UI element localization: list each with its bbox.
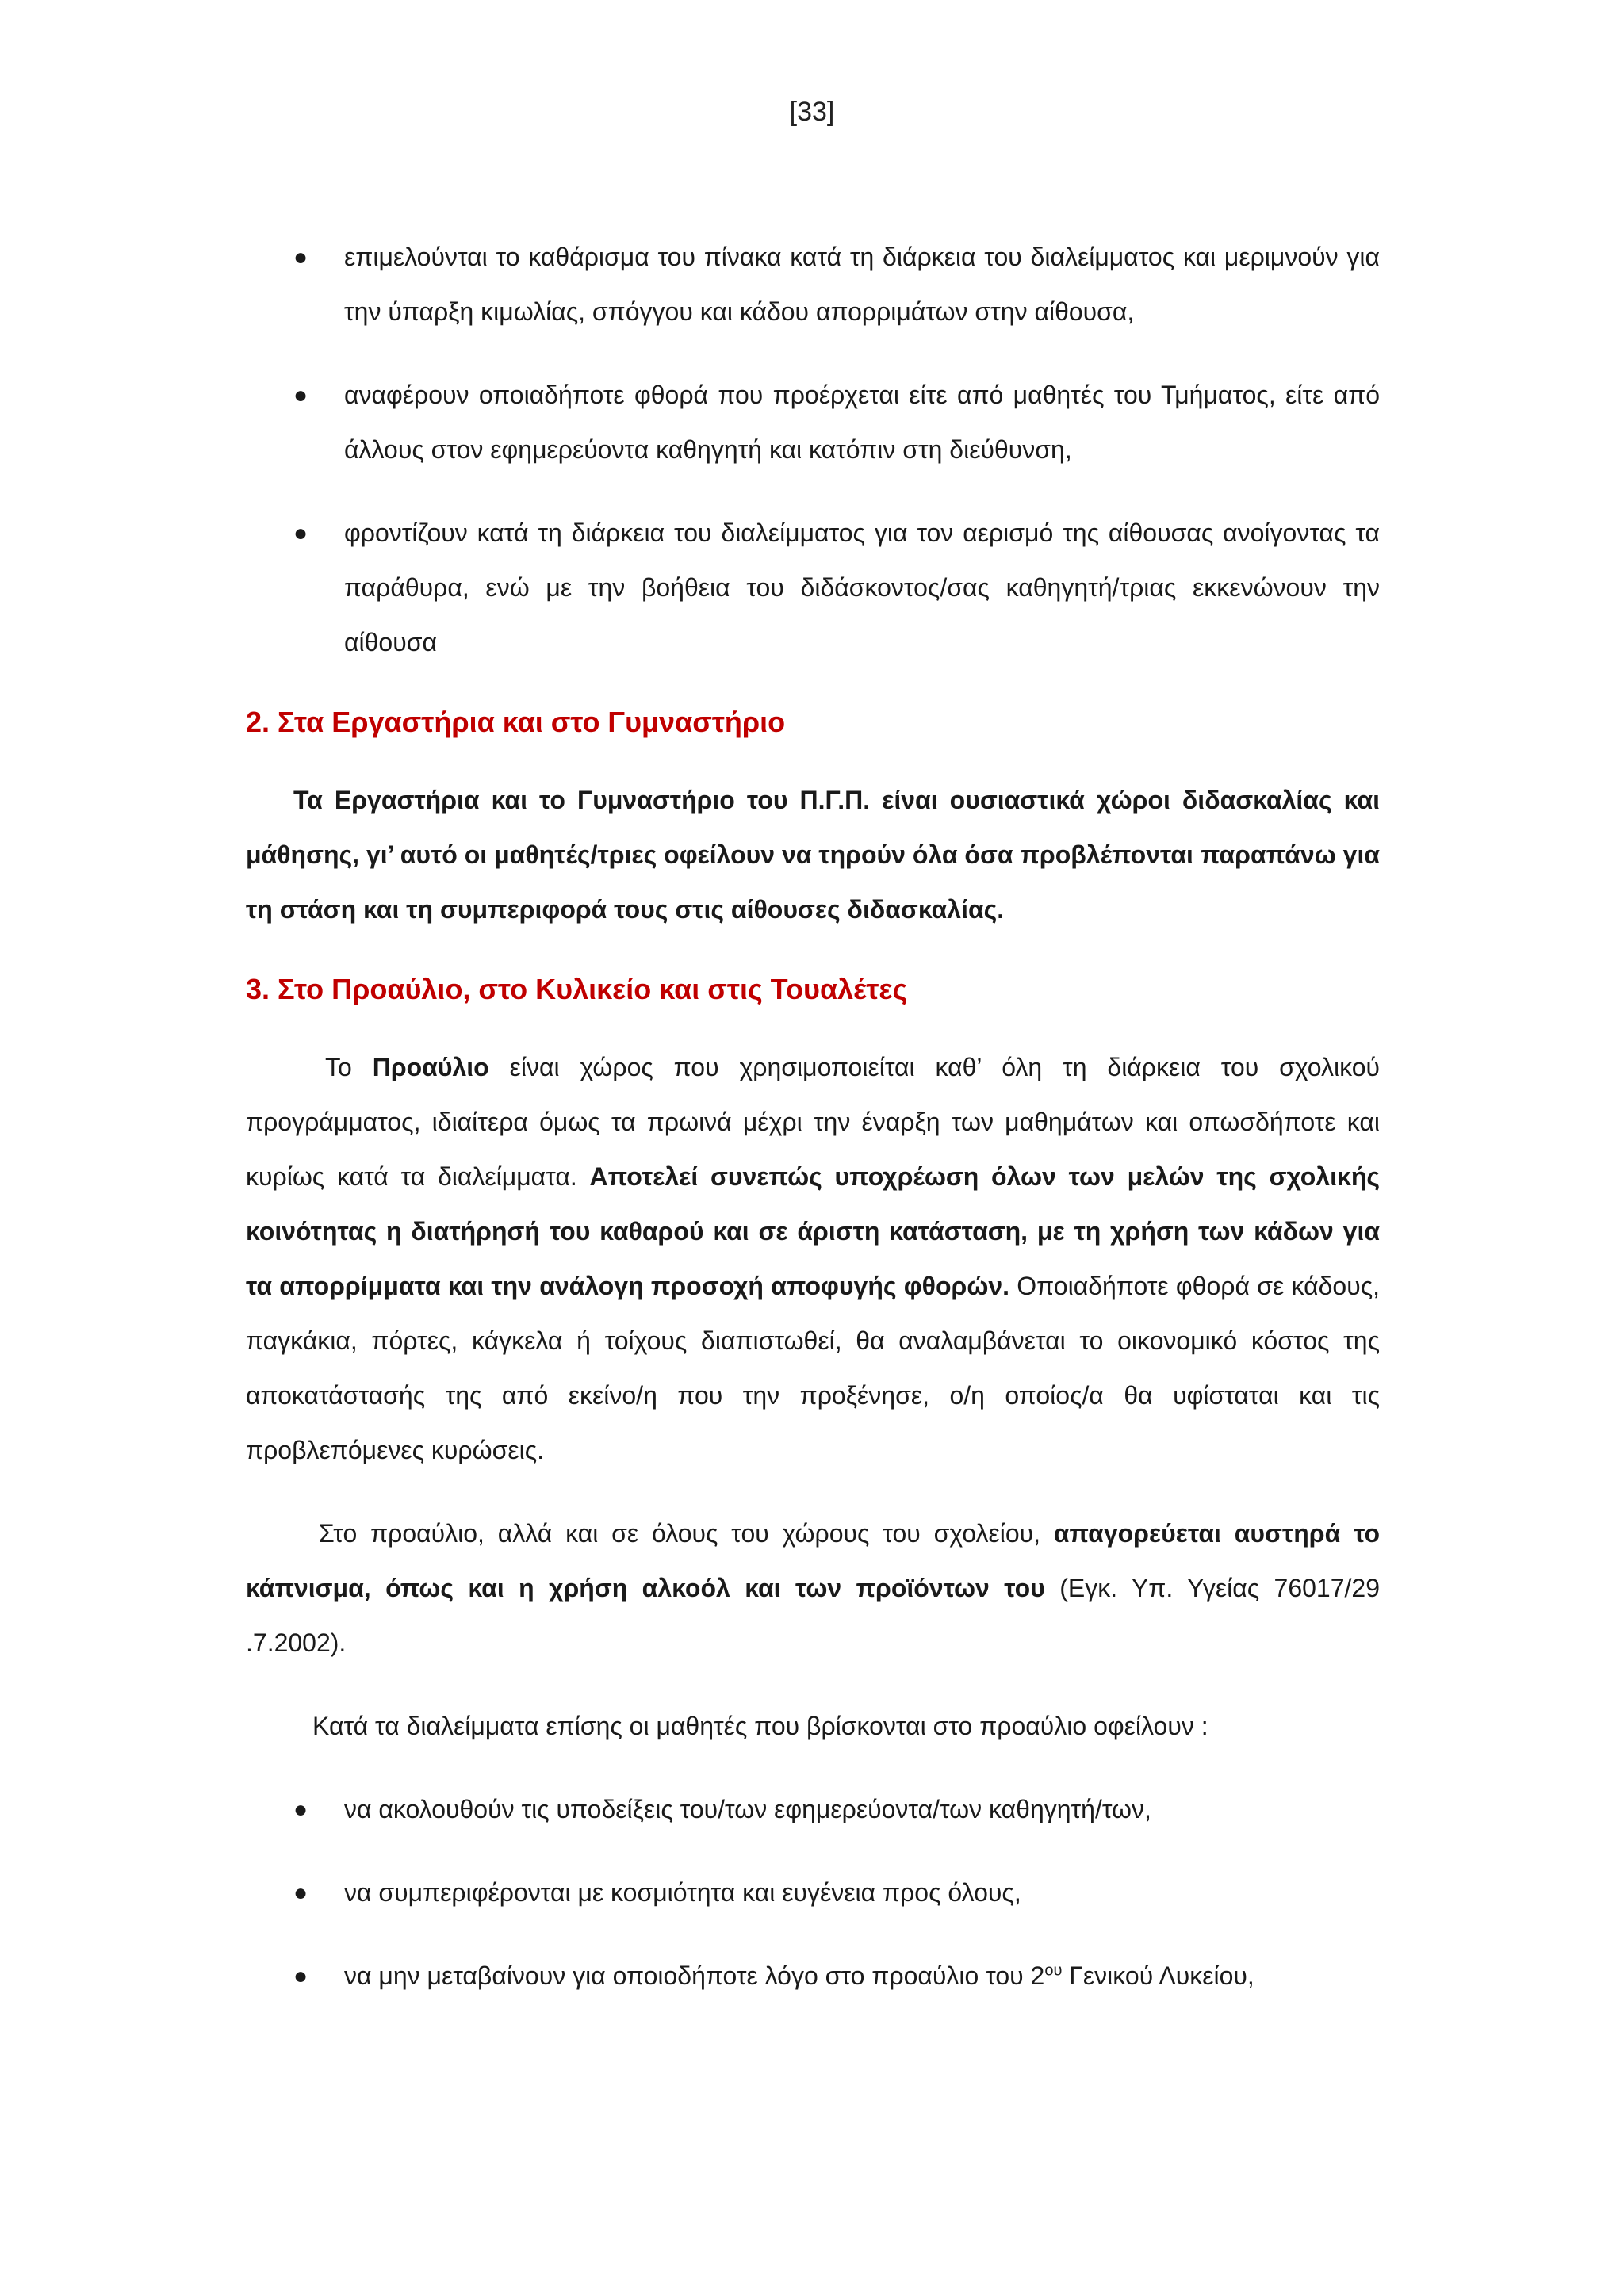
list-item-text: αναφέρουν οποιαδήποτε φθορά που προέρχεται είτε από μαθητές του Τμήματος, είτε από άλλους στον εφημερεύοντα καθηγητή και κατόπιν στη διεύθυνση, [344,381,1380,464]
bullet-list-top [246,230,1380,670]
list-item-text: φροντίζουν κατά τη διάρκεια του διαλείμματος για τον αερισμό της αίθουσας ανοίγοντας τα παράθυρα, ενώ με την βοήθεια του διδάσκοντος/σας καθηγητή/τριας εκκενώνουν την αίθουσα [344,519,1380,656]
bullet-icon: ● [293,1880,308,1906]
bold-text-run: Αποτελεί συνεπώς υποχρέωση όλων των μελών της σχολικής κοινότητας η διατήρησή του καθαρού και σε άριστη κατάσταση, με τη χρήση των κάδων για τα απορρίμματα και την ανάλογη προσοχή αποφυγής φθορών. [246,1162,1381,1300]
bullet-icon: ● [293,1963,308,1989]
superscript: ου [1044,1961,1063,1980]
section-2-paragraph: Τα Εργαστήρια και το Γυμναστήριο του Π.Γ.Π. είναι ουσιαστικά χώροι διδασκαλίας και μάθησης, γι’ αυτό οι μαθητές/τριες οφείλουν να τηρούν όλα όσα προβλέπονται παραπάνω για τη στάση και τη συμπεριφορά τους στις αίθουσες διδασκαλίας. [246,786,1380,924]
list-item-text: επιμελούνται το καθάρισμα του πίνακα κατά τη διάρκεια του διαλείμματος και μεριμνούν για την ύπαρξη κιμωλίας, σπόγγου και κάδου απορριμάτων στην αίθουσα, [344,243,1380,326]
bold-text-run: Προαύλιο [372,1053,489,1081]
page-content [246,230,1380,2032]
text-run: είναι χώρος που χρησιμοποιείται καθ’ όλη τη διάρκεια του σχολικού προγράμματος, ιδιαίτερα όμως τα πρωινά μέχρι την έναρξη των μαθημάτων και οπωσδήποτε και κυρίως κατά τα διαλείμματα. [246,1053,1381,1191]
section-3-heading: 3. Στο Προαύλιο, στο Κυλικείο και στις Τουαλέτες [246,973,908,1005]
bullet-icon: ● [293,520,308,546]
section-2-heading: 2. Στα Εργαστήρια και στο Γυμναστήριο [246,706,786,738]
bullet-icon: ● [293,244,308,270]
text-run: να μην μεταβαίνουν για οποιοδήποτε λόγο στο προαύλιο του 2 [344,1961,1045,1990]
section-3-paragraph-1 [246,1040,1380,1478]
list-item [246,230,1380,339]
section-3-paragraph-2 [246,1506,1380,1670]
list-item [246,506,1380,670]
text-run: Γενικού Λυκείου, [1062,1961,1254,1990]
bold-text-run: απαγορεύεται αυστηρά το κάπνισμα, όπως και η χρήση αλκοόλ και των προϊόντων του [246,1519,1381,1602]
text-run: Οποιαδήποτε φθορά σε κάδους, παγκάκια, πόρτες, κάγκελα ή τοίχους διαπιστωθεί, θα αναλαμβάνεται το οικονομικό κόστος της αποκατάστασής της από εκείνο/η που την προξένησε, ο/η οποίος/α θα υφίσταται και τις προβλεπόμενες κυρώσεις. [246,1272,1381,1464]
page-number: [33] [789,97,835,127]
bullet-icon: ● [293,382,308,408]
bullet-icon: ● [293,1797,308,1823]
list-item-text [344,1961,1254,1990]
text-run: Το [325,1053,373,1081]
list-item [246,1866,1380,1920]
text-run: Στο προαύλιο, αλλά και σε όλους του χώρους του σχολείου, [319,1519,1054,1548]
bullet-list-bottom [246,1782,1380,2003]
list-item [246,1782,1380,1837]
list-item [246,368,1380,477]
text-run: (Εγκ. Υπ. Υγείας 76017/29 .7.2002). [246,1574,1381,1657]
list-item-text: να συμπεριφέρονται με κοσμιότητα και ευγένεια προς όλους, [344,1878,1021,1907]
list-item-text: να ακολουθούν τις υποδείξεις του/των εφημερεύοντα/των καθηγητή/των, [344,1795,1151,1823]
section-3-paragraph-3: Κατά τα διαλείμματα επίσης οι μαθητές που βρίσκονται στο προαύλιο οφείλουν : [312,1712,1208,1740]
list-item [246,1949,1380,2003]
